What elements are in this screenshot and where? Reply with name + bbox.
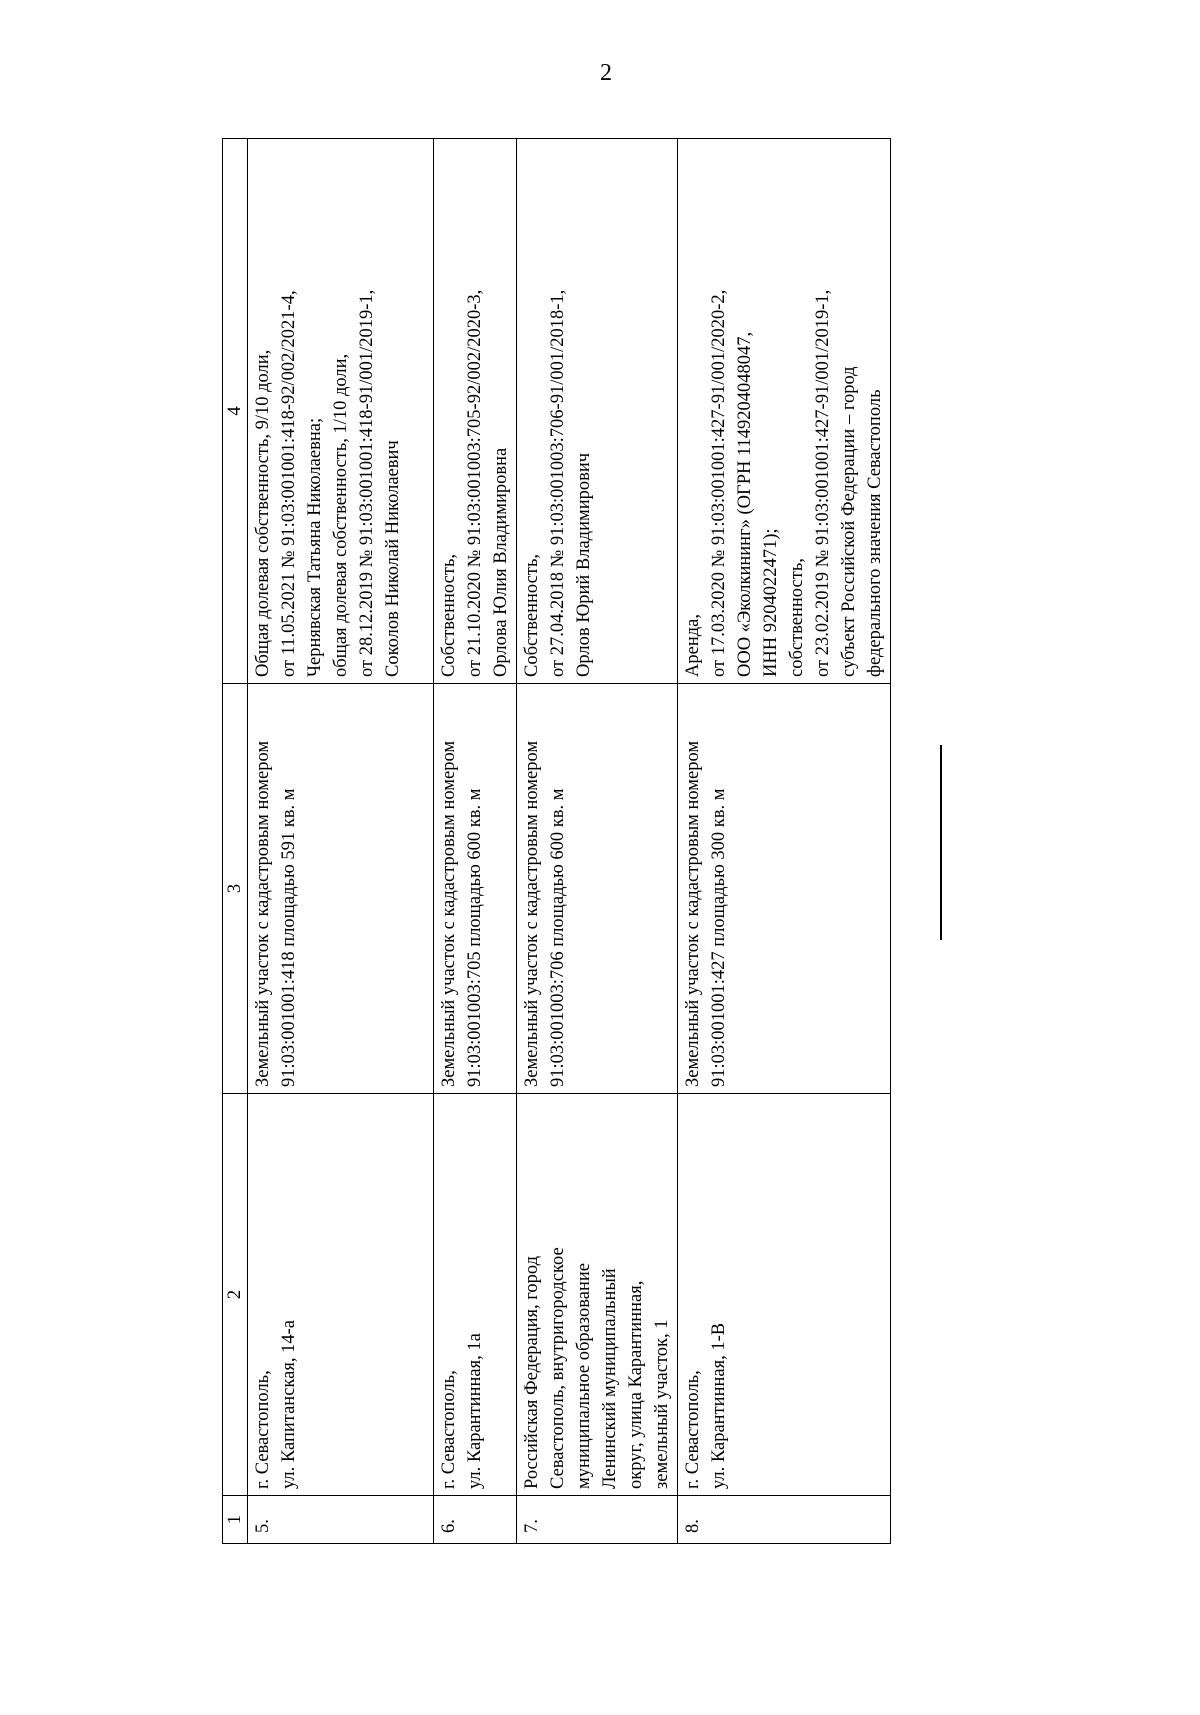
object-line: 91:03:001003:705 площадью 600 кв. м xyxy=(465,788,485,1087)
rights-line: Общая долевая собственность, 9/10 доли, xyxy=(253,349,273,677)
rights-line: Чернявская Татьяна Николаевна; xyxy=(305,417,325,677)
rights-line: Орлов Юрий Владимирович xyxy=(574,452,594,677)
rights-line: Собственность, xyxy=(439,553,459,677)
object-cell xyxy=(248,684,434,1094)
column-header: 2 xyxy=(223,1094,248,1496)
object-line: Земельный участок с кадастровым номером xyxy=(683,740,703,1087)
object-line: 91:03:001003:706 площадью 600 кв. м xyxy=(548,788,568,1087)
object-line: Земельный участок с кадастровым номером xyxy=(253,740,273,1087)
address-line: Севастополь, внутригородское xyxy=(548,1247,568,1489)
address-line: земельный участок, 1 xyxy=(652,1319,672,1489)
rotated-table-container xyxy=(222,139,885,1544)
column-header: 3 xyxy=(223,684,248,1094)
address-line: Ленинский муниципальный xyxy=(600,1268,620,1489)
rights-line: Соколов Николай Николаевич xyxy=(383,440,403,677)
rights-line: Орлова Юлия Владимировна xyxy=(491,447,511,677)
rights-line: от 21.10.2020 № 91:03:001003:705-92/002/2020-3, xyxy=(465,289,485,677)
rights-line: федерального значения Севастополь xyxy=(865,389,885,677)
land-plots-table xyxy=(222,138,891,1544)
rights-line: ИНН 9204022471); xyxy=(761,528,781,677)
rights-cell xyxy=(678,139,891,684)
address-cell xyxy=(517,1094,678,1496)
address-line: г. Севастополь, xyxy=(439,1370,459,1489)
address-line: Российская Федерация, город xyxy=(522,1255,542,1489)
rights-line: ООО «Эколкининг» (ОГРН 1149204048047, xyxy=(735,331,755,677)
object-cell xyxy=(678,684,891,1094)
address-cell xyxy=(248,1094,434,1496)
object-line: 91:03:001001:427 площадью 300 кв. м xyxy=(709,788,729,1087)
object-cell xyxy=(434,684,517,1094)
rights-cell xyxy=(434,139,517,684)
rights-cell xyxy=(248,139,434,684)
rights-line: субъект Российской Федерации – город xyxy=(839,366,859,677)
end-of-document-rule xyxy=(940,745,942,940)
table-row xyxy=(517,139,678,1544)
table-header-row xyxy=(223,139,248,1544)
address-line: ул. Капитанская, 14-а xyxy=(279,1320,299,1489)
row-number: 7. xyxy=(517,1496,678,1544)
address-line: г. Севастополь, xyxy=(683,1370,703,1489)
rights-line: от 11.05.2021 № 91:03:001001:418-92/002/2021-4, xyxy=(279,290,299,677)
rights-line: Собственность, xyxy=(522,553,542,677)
row-number: 8. xyxy=(678,1496,891,1544)
address-line: г. Севастополь, xyxy=(253,1370,273,1489)
rights-line: от 23.02.2019 № 91:03:001001:427-91/001/2019-1, xyxy=(813,289,833,677)
rights-cell xyxy=(517,139,678,684)
rights-line: от 17.03.2020 № 91:03:001001:427-91/001/2020-2, xyxy=(709,289,729,677)
table-row xyxy=(678,139,891,1544)
column-header: 4 xyxy=(223,139,248,684)
table-row xyxy=(248,139,434,1544)
rights-line: от 28.12.2019 № 91:03:001001:418-91/001/2019-1, xyxy=(357,289,377,677)
object-line: 91:03:001001:418 площадью 591 кв. м xyxy=(279,788,299,1087)
address-line: ул. Карантинная, 1а xyxy=(465,1333,485,1489)
object-cell xyxy=(517,684,678,1094)
object-line: Земельный участок с кадастровым номером xyxy=(522,740,542,1087)
rights-line: собственность, xyxy=(787,558,807,677)
rights-line: Аренда, xyxy=(683,614,703,677)
row-number: 6. xyxy=(434,1496,517,1544)
object-line: Земельный участок с кадастровым номером xyxy=(439,740,459,1087)
address-line: муниципальное образование xyxy=(574,1262,594,1489)
table-row xyxy=(434,139,517,1544)
address-line: ул. Карантинная, 1-В xyxy=(709,1322,729,1489)
column-header: 1 xyxy=(223,1496,248,1544)
address-cell xyxy=(678,1094,891,1496)
address-line: округ, улица Карантинная, xyxy=(626,1280,646,1489)
rights-line: от 27.04.2018 № 91:03:001003:706-91/001/2018-1, xyxy=(548,289,568,677)
row-number: 5. xyxy=(248,1496,434,1544)
address-cell xyxy=(434,1094,517,1496)
page-number: 2 xyxy=(600,60,612,86)
rights-line: общая долевая собственность, 1/10 доли, xyxy=(331,353,351,677)
